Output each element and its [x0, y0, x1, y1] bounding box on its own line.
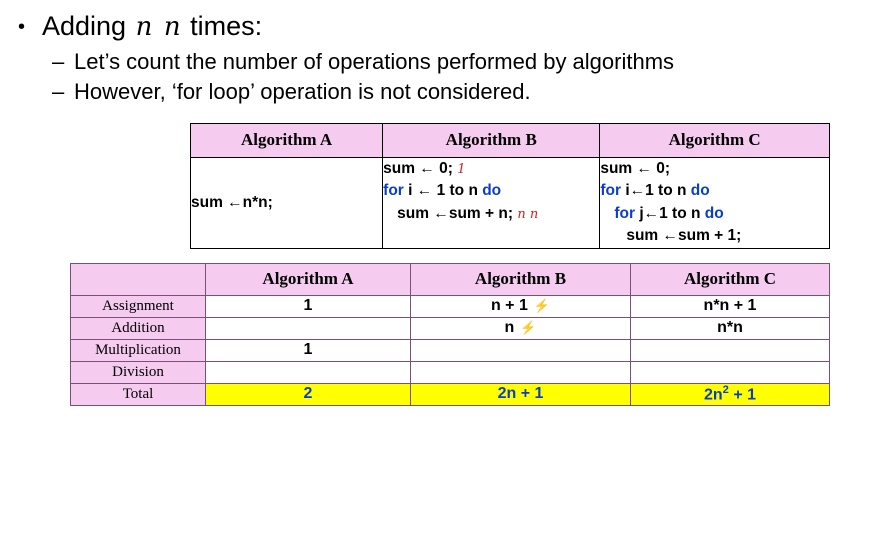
lightning-icon: ⚡ — [520, 320, 537, 336]
row-label-multiplication: Multiplication — [71, 339, 206, 361]
assignment-value-b-text: n + 1 — [490, 297, 528, 315]
algorithm-b-line-1-text: sum ← 0; — [383, 159, 453, 177]
sub-bullet-2 — [18, 78, 892, 107]
table-row — [71, 317, 830, 339]
division-value-a — [206, 361, 411, 383]
bullet-main-math-1: n — [135, 12, 153, 42]
assignment-value-c: n*n + 1 — [631, 295, 830, 317]
total-value-b: 2n + 1 — [411, 383, 631, 405]
bullet-main-text-before: Adding — [42, 11, 127, 41]
bullet-dot-icon: • — [18, 16, 26, 38]
algorithm-b-line-3-text: sum ←sum + n; — [397, 204, 514, 222]
table-row — [71, 295, 830, 317]
lightning-icon: ⚡ — [533, 298, 551, 314]
assignment-value-b — [411, 295, 631, 317]
algorithm-c-line-3-keyword-2: do — [704, 204, 724, 222]
division-value-b — [411, 361, 631, 383]
row-label-assignment: Assignment — [71, 295, 206, 317]
algorithm-b-line-2-keyword: for — [383, 182, 404, 200]
algorithm-b-line-3-note: n n — [517, 206, 539, 222]
dash-icon: – — [52, 48, 65, 74]
algorithm-c-code — [600, 157, 830, 248]
algorithm-c-line-3-text: j←1 to n — [639, 204, 701, 222]
algorithms-header-c: Algorithm C — [600, 123, 830, 157]
algorithm-b-line-2 — [383, 180, 599, 202]
algorithm-b-line-3 — [383, 203, 599, 225]
bullet-main — [18, 10, 892, 44]
counts-header-row — [71, 263, 830, 295]
multiplication-value-b — [411, 339, 631, 361]
bullet-main-text — [42, 10, 262, 44]
bullet-main-text-after: times: — [190, 11, 263, 41]
division-value-c — [631, 361, 830, 383]
sub-bullet-1-text: Let’s count the number of operations performed by algorithms — [74, 48, 675, 74]
algorithm-b-line-2-text: i ← 1 to n — [408, 182, 478, 200]
algorithm-b-line-1-note: 1 — [457, 161, 466, 177]
row-label-division: Division — [71, 361, 206, 383]
addition-value-a — [206, 317, 411, 339]
counts-header-c: Algorithm C — [631, 263, 830, 295]
algorithms-table-container — [190, 123, 830, 249]
algorithm-c-line-3 — [600, 203, 829, 225]
algorithm-b-line-2-keyword-2: do — [482, 182, 502, 200]
counts-header-b: Algorithm B — [411, 263, 631, 295]
addition-value-c: n*n — [631, 317, 830, 339]
algorithm-b-code — [383, 157, 600, 248]
total-value-c-rest: + 1 — [728, 386, 757, 404]
total-value-c — [631, 383, 830, 405]
sub-bullet-1 — [18, 48, 892, 77]
algorithms-header-a: Algorithm A — [191, 123, 383, 157]
table-row — [71, 361, 830, 383]
bullet-list — [0, 0, 892, 107]
counts-header-a: Algorithm A — [206, 263, 411, 295]
multiplication-value-c — [631, 339, 830, 361]
algorithm-a-code — [191, 157, 383, 248]
algorithms-table — [190, 123, 830, 249]
multiplication-value-a: 1 — [206, 339, 411, 361]
algorithms-header-b: Algorithm B — [383, 123, 600, 157]
algorithm-c-line-1 — [600, 158, 829, 180]
total-value-a: 2 — [206, 383, 411, 405]
dash-icon: – — [52, 79, 65, 105]
algorithm-c-line-2-keyword: for — [600, 182, 621, 200]
algorithm-c-line-2 — [600, 180, 829, 202]
addition-value-b-text: n — [504, 319, 515, 337]
operation-counts-table — [70, 263, 830, 406]
algorithm-c-line-2-text: i←1 to n — [625, 182, 687, 200]
algorithm-a-line-1: sum ←n*n; — [191, 193, 273, 211]
algorithms-table-header-row — [191, 123, 830, 157]
row-label-addition: Addition — [71, 317, 206, 339]
algorithm-c-line-1-text: sum ← 0; — [600, 159, 671, 177]
operation-counts-table-container — [70, 263, 830, 406]
bullet-main-math-2: n — [163, 12, 181, 42]
assignment-value-a: 1 — [206, 295, 411, 317]
total-value-c-exponent: 2 — [722, 384, 729, 397]
table-row — [71, 339, 830, 361]
algorithm-c-line-4-text: sum ←sum + 1; — [626, 227, 742, 245]
table-row-total — [71, 383, 830, 405]
total-value-c-base: 2n — [703, 386, 723, 404]
algorithm-c-line-3-keyword: for — [614, 204, 635, 222]
row-label-total: Total — [71, 383, 206, 405]
algorithm-c-line-2-keyword-2: do — [690, 182, 710, 200]
counts-header-corner — [71, 263, 206, 295]
algorithm-b-line-1 — [383, 158, 599, 180]
algorithms-table-code-row — [191, 157, 830, 248]
sub-bullet-2-text: However, ‘for loop’ operation is not considered. — [74, 79, 531, 105]
algorithm-c-line-4 — [600, 225, 829, 247]
addition-value-b — [411, 317, 631, 339]
